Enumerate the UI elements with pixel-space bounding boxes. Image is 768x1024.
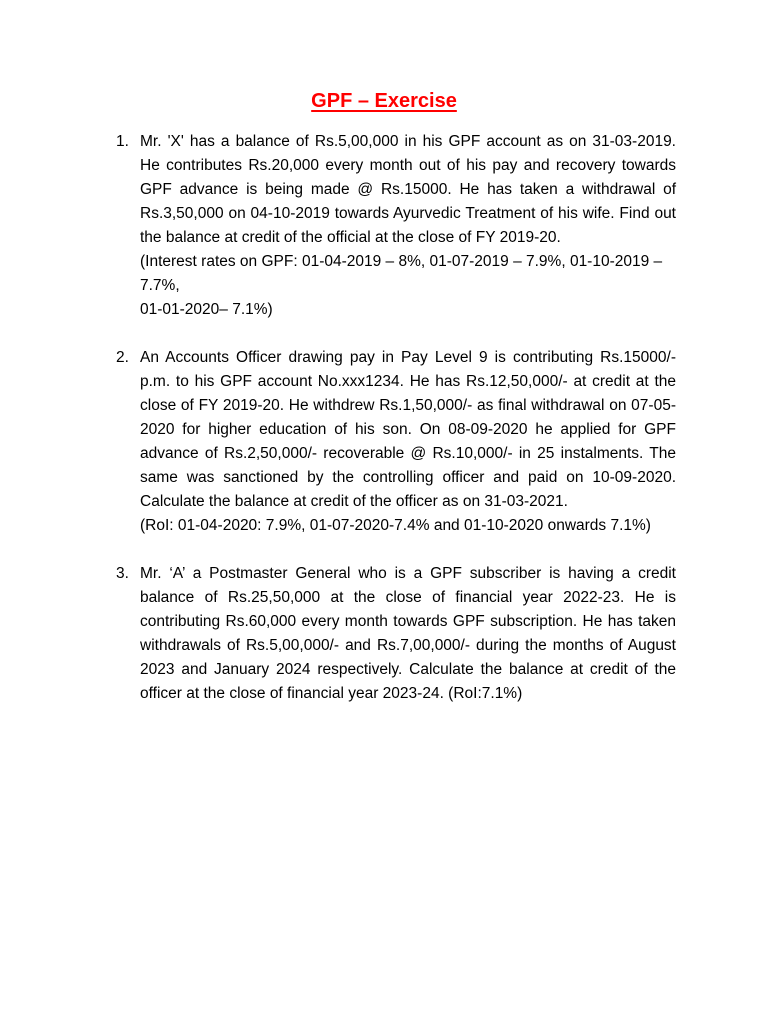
exercise-list <box>116 130 676 730</box>
exercise-number: 2. <box>116 349 129 366</box>
exercise-interest-rates: (RoI: 01-04-2020: 7.9%, 01-07-2020-7.4% and 01-10-2020 onwards 7.1%) <box>140 517 651 534</box>
exercise-text: Mr. 'X' has a balance of Rs.5,00,000 in his GPF account as on 31-03-2019. He contributes Rs.20,000 every month out of his pay and recovery towards GPF advance is being made @ Rs.15000. He has taken a withdrawal of Rs.3,50,000 on 04-10-2019 towards Ayurvedic Treatment of his wife. Find out the balance at credit of the official at the close of FY 2019-20. <box>140 133 676 246</box>
exercise-number: 3. <box>116 565 129 582</box>
exercise-item-2 <box>116 346 676 538</box>
exercise-item-1 <box>116 130 676 322</box>
page-title: GPF – Exercise <box>311 90 457 112</box>
exercise-text: An Accounts Officer drawing pay in Pay Level 9 is contributing Rs.15000/- p.m. to his GPF account No.xxx1234. He has Rs.12,50,000/- at credit at the close of FY 2019-20. He withdrew Rs.1,50,000/- as final withdrawal on 07-05-2020 for higher education of his son. On 08-09-2020 he applied for GPF advance of Rs.2,50,000/- recoverable @ Rs.10,000/- in 25 instalments. The same was sanctioned by the controlling officer and paid on 10-09-2020. Calculate the balance at credit of the officer as on 31-03-2021. <box>140 349 676 510</box>
exercise-interest-rates-continued: 01-01-2020– 7.1%) <box>140 301 273 318</box>
exercise-interest-rates: (Interest rates on GPF: 01-04-2019 – 8%, 01-07-2019 – 7.9%, 01-10-2019 – 7.7%, <box>140 253 663 294</box>
exercise-text: Mr. ‘A’ a Postmaster General who is a GPF subscriber is having a credit balance of Rs.25,50,000 at the close of financial year 2022-23. He is contributing Rs.60,000 every month towards GPF subscription. He has taken withdrawals of Rs.5,00,000/- and Rs.7,00,000/- during the months of August 2023 and January 2024 respectively. Calculate the balance at credit of the officer at the close of financial year 2023-24. (RoI:7.1%) <box>140 565 676 702</box>
exercise-item-3 <box>116 562 676 706</box>
exercise-number: 1. <box>116 133 129 150</box>
